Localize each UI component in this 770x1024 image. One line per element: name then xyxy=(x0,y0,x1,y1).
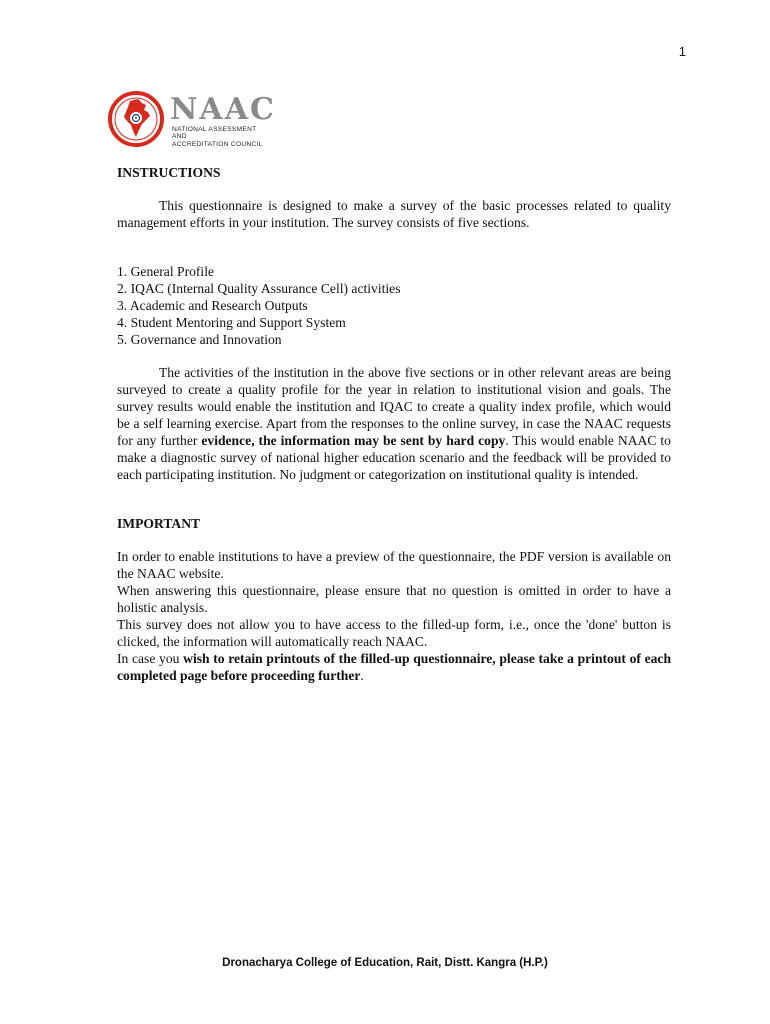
important-para-3: This survey does not allow you to have access to the filled-up form, i.e., once the 'done' button is clicked, the information will automatically reach NAAC. xyxy=(117,617,671,649)
important-heading: IMPORTANT xyxy=(117,516,201,531)
document-body xyxy=(117,164,671,684)
list-item: 5. Governance and Innovation xyxy=(117,332,282,347)
body-text: . This would enable NAAC to make a diagnostic survey of national higher education scenario and the feedback will be provided to each participating institution. No judgment or categorization on institutional quality is intended. xyxy=(117,433,671,482)
body-text: . xyxy=(360,668,364,683)
important-para-4 xyxy=(117,650,671,684)
list-item: 2. IQAC (Internal Quality Assurance Cell) activities xyxy=(117,281,401,296)
list-item: 4. Student Mentoring and Support System xyxy=(117,315,346,330)
page-number: 1 xyxy=(678,44,686,59)
important-para-1: In order to enable institutions to have a preview of the questionnaire, the PDF version is available on the NAAC website. xyxy=(117,549,671,581)
naac-logo xyxy=(108,88,276,150)
body-text: The activities of the institution in the above five sections or in other relevant areas are being surveyed to create a quality profile for the year in relation to institutional vision and goals. The survey results would enable the institution and IQAC to create a quality index profile, which would be a self learning exercise. Apart from the responses to the online survey, in case the NAAC requests for any further xyxy=(117,365,671,448)
body-text: In case you xyxy=(117,651,184,666)
page-footer: Dronacharya College of Education, Rait, Distt. Kangra (H.P.) xyxy=(222,957,548,969)
naac-wordmark: NAAC xyxy=(170,92,276,127)
important-para-2: When answering this questionnaire, please ensure that no question is omitted in order to have a holistic analysis. xyxy=(117,583,671,615)
list-item: 1. General Profile xyxy=(117,264,215,279)
body-emphasis: evidence, the information may be sent by hard copy xyxy=(201,433,506,448)
naac-subtitle xyxy=(172,126,268,148)
list-item: 3. Academic and Research Outputs xyxy=(117,298,308,313)
sections-list xyxy=(117,263,671,348)
body-emphasis: wish to retain printouts of the filled-up questionnaire, please take a printout of each completed page before proceeding further xyxy=(117,651,671,683)
naac-subtitle-line2: ACCREDITATION COUNCIL xyxy=(172,140,263,148)
naac-subtitle-line1: NATIONAL ASSESSMENT AND xyxy=(172,126,257,141)
instructions-body xyxy=(117,364,671,483)
naac-emblem-icon xyxy=(108,88,166,150)
instructions-intro: This questionnaire is designed to make a survey of the basic processes related to quality management efforts in your institution. The survey consists of five sections. xyxy=(117,198,671,230)
instructions-heading: INSTRUCTIONS xyxy=(117,165,221,180)
